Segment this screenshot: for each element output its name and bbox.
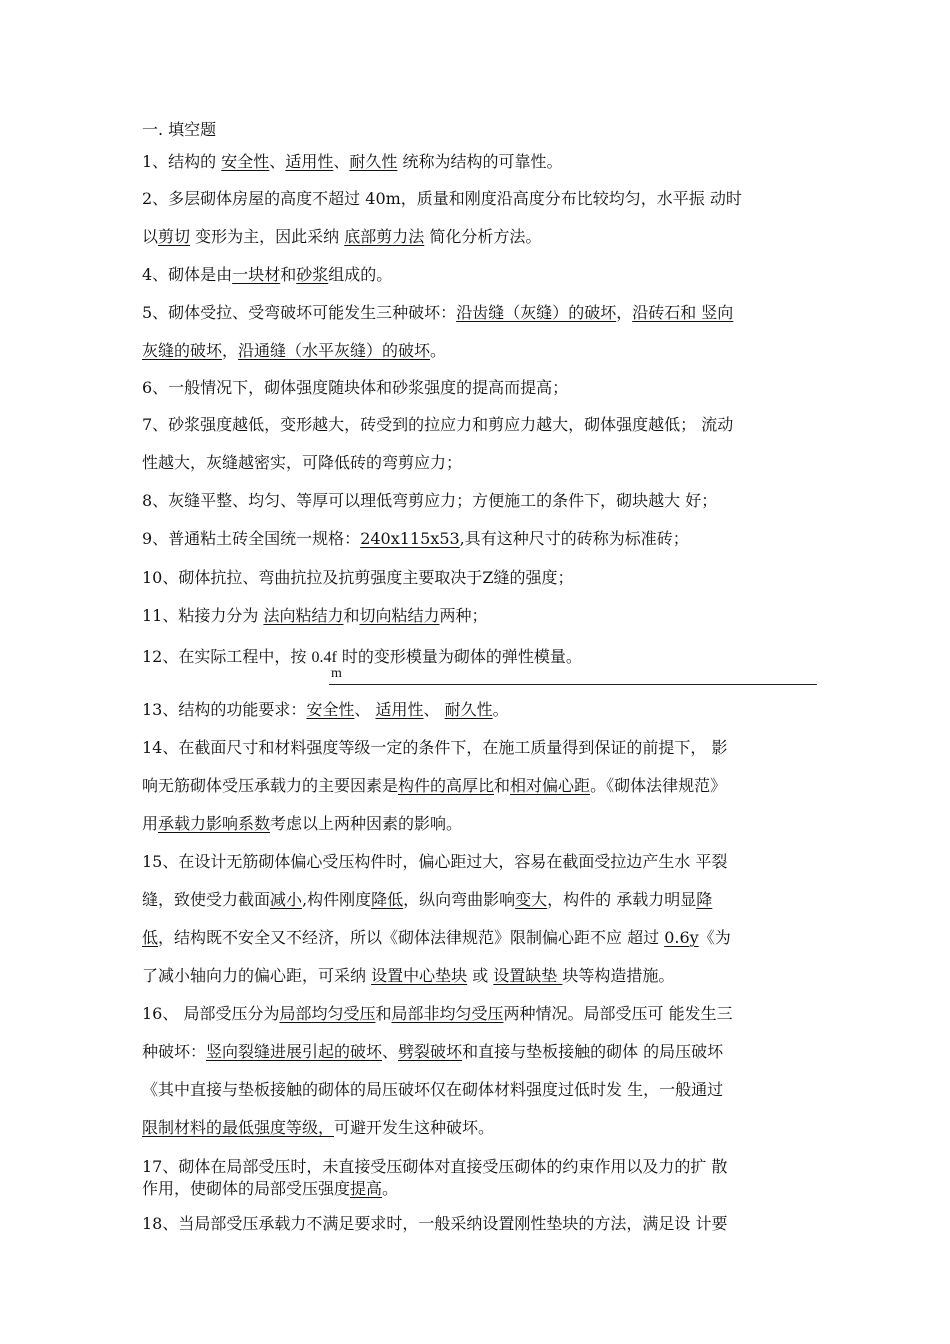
answer: 设置中心垫块 [371,966,468,985]
item-17-line-1: 17、砌体在局部受压时，未直接受压砌体对直接受压砌体的约束作用以及力的扩 散 [142,1157,728,1176]
item-17-line-2 [142,1178,398,1200]
answer: 沿齿缝（灰缝）的破坏 [456,303,617,322]
text: ， [222,341,239,360]
text: 和 [375,1004,392,1023]
text: 两种情况。局部受压可 能发生三 [503,1004,733,1023]
item-15-line-4 [142,965,674,987]
item-12 [142,646,582,669]
text: 或 [467,966,494,985]
text: 块等构造措施。 [562,966,675,985]
text: 5、砌体受拉、受弯破坏可能发生三种破坏： [142,303,457,322]
text: 响无筋砌体受压承载力的主要因素是 [142,776,399,795]
answer: 减小 [270,890,303,909]
item-16-line-4 [142,1117,494,1139]
answer: 劈裂破坏 [398,1042,463,1061]
section-heading: 一. 填空题 [142,120,217,139]
text: 、 [269,152,286,171]
answer: 设置缺垫 [493,966,563,985]
text: 《为 [698,928,731,947]
item-2-line-2 [142,226,541,248]
text: 可避开发生这种破坏。 [334,1118,495,1137]
item-14-line-1: 14、在截面尺寸和材料强度等级一定的条件下，在施工质量得到保证的前提下， 影 [142,738,728,757]
text: 1、结构的 [142,152,222,171]
text: 13、结构的功能要求： [142,700,307,719]
item-16-line-3: 《其中直接与垫板接触的砌体的局压破坏仅在砌体材料强度过低时发 生，一般通过 [142,1080,724,1099]
answer: 灰缝的破坏 [142,341,223,360]
answer: 剪切 [158,227,191,246]
answer: 构件的高厚比 [398,776,495,795]
text: ,构件刚度 [302,890,372,909]
text: 。 [430,341,447,360]
text: 和 [494,776,511,795]
item-9 [142,528,689,550]
item-14-line-3 [142,813,462,835]
text: ，纵向弯曲影响 [403,890,516,909]
text: 。 [492,700,509,719]
answer: 适用性 [375,700,424,719]
text: 。 [382,1179,399,1198]
text: 、 [333,152,350,171]
text: 16、 局部受压分为 [142,1004,280,1023]
text: 两种； [439,606,488,625]
item-14-line-2 [142,775,726,797]
item-2-line-1: 2、多层砌体房屋的高度不超过 40m，质量和刚度沿高度分布比较均匀，水平振 动时 [142,189,742,208]
text: 时的变形模量为砌体的弹性模量。 [336,647,582,666]
item-18: 18、当局部受压承载力不满足要求时，一般采纳设置刚性垫块的方法，满足设 计要 [142,1214,728,1233]
text: 和 [280,265,297,284]
answer: 一块材 [232,265,281,284]
item-16-line-2 [142,1041,723,1063]
answer: 限制材料的最低强度等级， [142,1118,335,1137]
text: 和 [343,606,360,625]
item-10: 10、砌体抗拉、弯曲抗拉及抗剪强度主要取决于Z缝的强度； [142,568,574,587]
item-15-line-2 [142,889,712,911]
text: 简化分析方法。 [424,227,542,246]
item-8: 8、灰缝平整、均匀、等厚可以理低弯剪应力；方便施工的条件下，砌块越大 好； [142,491,718,510]
text: 作用，使砌体的局部受压强度 [142,1179,351,1198]
answer: 承载力影响系数 [158,814,271,833]
text: 。《砌体法律规范》 [590,776,727,795]
item-16-line-1 [142,1003,733,1025]
answer: 法向粘结力 [263,606,344,625]
item-13 [142,699,509,721]
item-1 [142,151,562,173]
item-4 [142,264,392,286]
answer: 适用性 [285,152,334,171]
answer: 低 [142,928,159,947]
text: 以 [142,227,159,246]
answer: 变大 [515,890,548,909]
text: 12、在实际工程中，按 [142,647,312,666]
answer: 240x115x53 [360,529,460,548]
answer: 耐久性 [444,700,493,719]
item-5-line-2 [142,340,446,362]
text: 种破坏： [142,1042,207,1061]
text: 9、普通粘土砖全国统一规格： [142,529,361,548]
answer: 耐久性 [349,152,398,171]
text: 、 [354,700,376,719]
answer: 砂浆 [296,265,329,284]
answer: 0.6y [664,928,699,947]
item-11 [142,605,488,627]
answer: 降 [696,890,713,909]
answer: 沿砖石和 竖向 [632,303,734,322]
item-7-line-1: 7、砂浆强度越低，变形越大，砖受到的拉应力和剪应力越大，砌体强度越低； 流动 [142,415,734,434]
answer-underline [329,684,817,685]
text: 变形为主，因此采纳 [190,227,345,246]
answer: 沿通缝（水平灰缝）的破坏 [238,341,431,360]
text: 组成的。 [328,265,393,284]
answer: 安全性 [306,700,355,719]
text: 用 [142,814,159,833]
text: 统称为结构的可靠性。 [397,152,563,171]
formula: 0.4f [311,649,337,666]
text: ，构件的 承载力明显 [547,890,697,909]
answer: 底部剪力法 [344,227,425,246]
answer: 局部均匀受压 [279,1004,376,1023]
item-15-line-3 [142,927,731,949]
subscript-m: m [331,666,342,681]
answer: 局部非均匀受压 [391,1004,504,1023]
item-7-line-2: 性越大，灰缝越密实，可降低砖的弯剪应力； [142,453,463,472]
item-5-line-1 [142,302,733,324]
text: 了减小轴向力的偏心距，可采纳 [142,966,372,985]
text: 考虑以上两种因素的影响。 [270,814,463,833]
text: 11、粘接力分为 [142,606,264,625]
answer: 竖向裂缝进展引起的破坏 [206,1042,383,1061]
text: 、 [423,700,445,719]
text: ,具有这种尺寸的砖称为标准砖； [459,529,689,548]
text: 和直接与垫板接触的砌体 的局压破坏 [462,1042,724,1061]
text: ，结构既不安全又不经济，所以《砌体法律规范》限制偏心距不应 超过 [158,928,665,947]
text: 缝，致使受力截面 [142,890,271,909]
item-15-line-1: 15、在设计无筋砌体偏心受压构件时，偏心距过大，容易在截面受拉边产生水 平裂 [142,852,728,871]
answer: 提高 [350,1179,383,1198]
item-6: 6、一般情况下，砌体强度随块体和砂浆强度的提高而提高； [142,378,569,397]
answer: 降低 [371,890,404,909]
answer: 相对偏心距 [510,776,591,795]
text: 4、砌体是由 [142,265,233,284]
text: ， [616,303,633,322]
answer: 切向粘结力 [359,606,440,625]
answer: 安全性 [221,152,270,171]
text: 、 [382,1042,399,1061]
